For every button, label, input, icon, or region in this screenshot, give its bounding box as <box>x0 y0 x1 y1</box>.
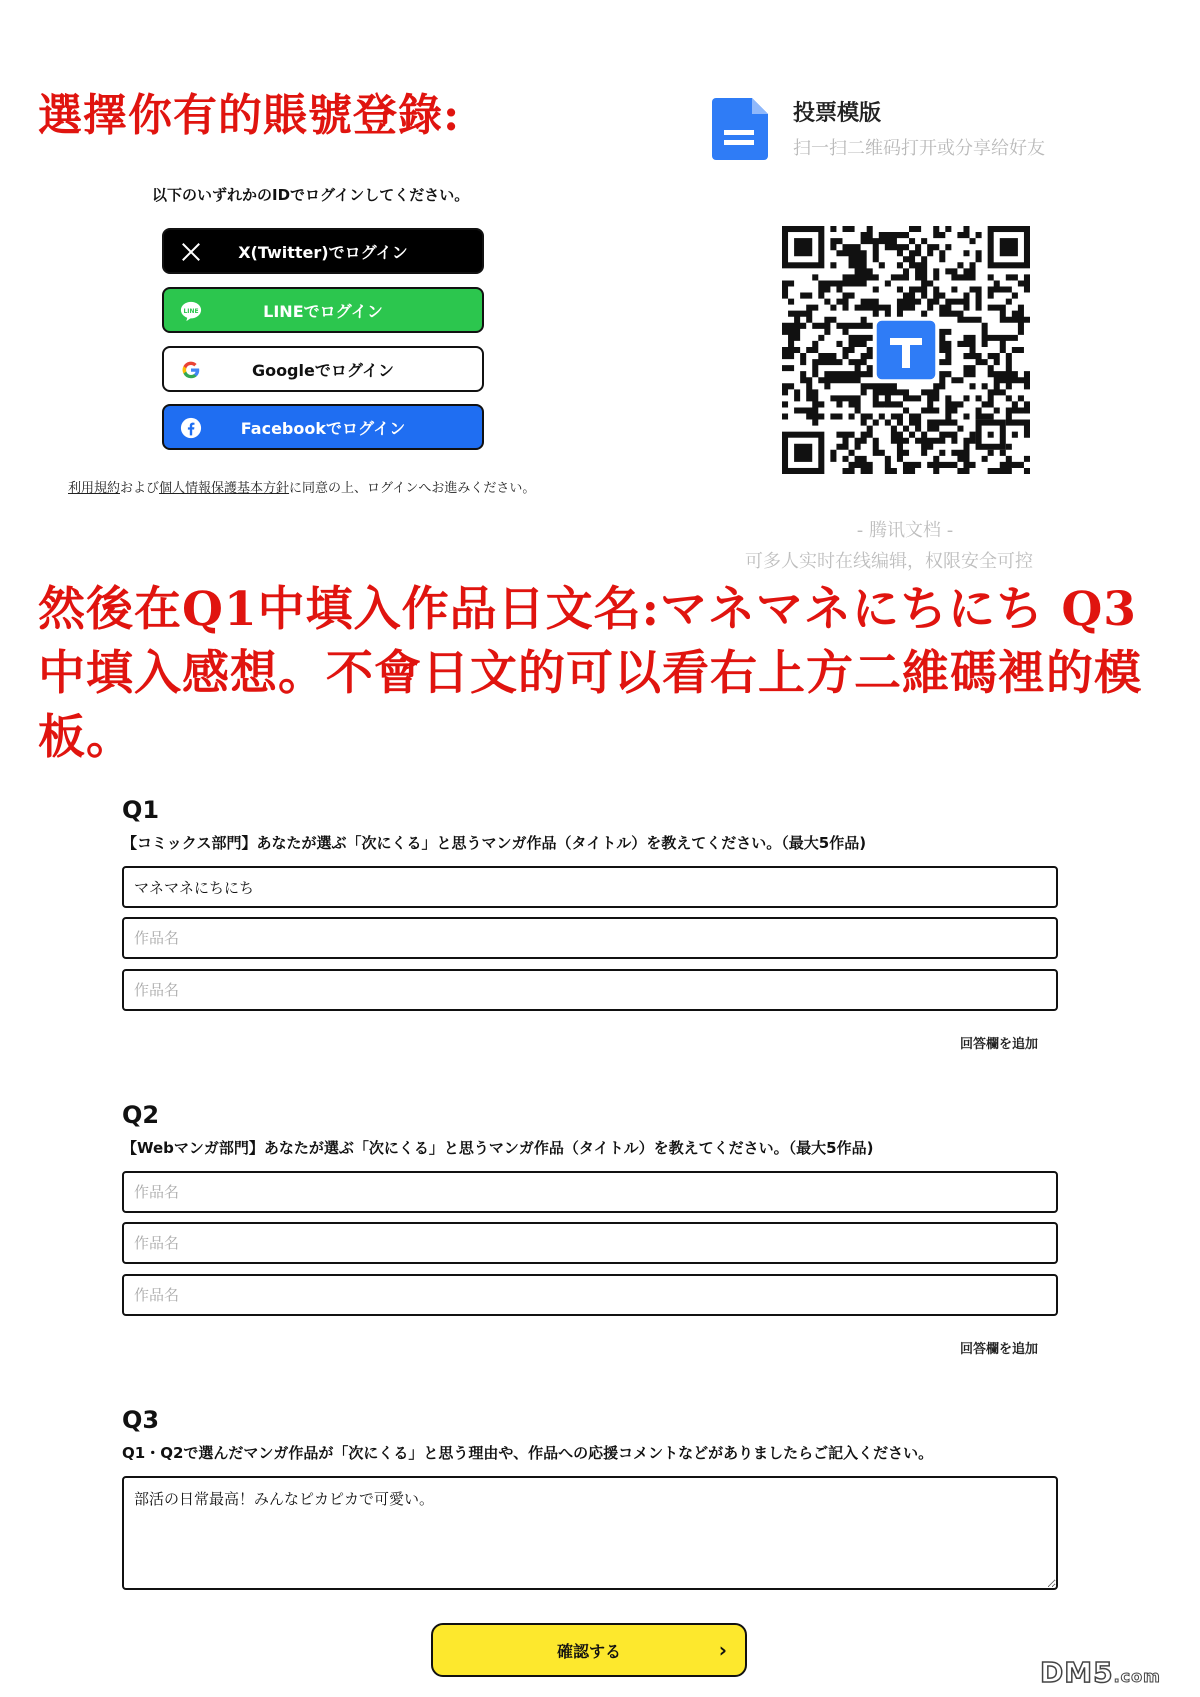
confirm-label: 確認する <box>556 1641 621 1661</box>
q1-title: Q1 <box>122 796 160 824</box>
watermark-main: DM5 <box>1040 1656 1114 1689</box>
watermark-suffix: .com <box>1113 1667 1161 1686</box>
google-logo-icon <box>180 359 202 381</box>
facebook-login-button[interactable] <box>162 404 484 450</box>
q2-answer-field-2[interactable] <box>122 1222 1058 1264</box>
tencent-docs-icon <box>712 98 768 160</box>
line-login-button[interactable] <box>162 287 484 333</box>
q1-answer-field-3[interactable] <box>122 969 1058 1011</box>
line-login-label: LINEでログイン <box>263 301 383 321</box>
tencent-docs-brand: - 腾讯文档 - <box>856 520 954 541</box>
q2-title: Q2 <box>122 1101 160 1129</box>
q1-description: 【コミックス部門】あなたが選ぶ「次にくる」と思うマンガ作品（タイトル）を教えてください。（最大5作品) <box>122 834 867 852</box>
qr-code[interactable] <box>782 226 1030 474</box>
terms-tail-text: に同意の上、ログインへお進みください。 <box>289 481 536 496</box>
terms-conjunction: および <box>120 481 160 496</box>
tencent-docs-tagline: 可多人实时在线编辑，权限安全可控 <box>745 551 1033 572</box>
annotation-heading-login: 選擇你有的賬號登錄: <box>38 90 461 141</box>
qr-alignment-pattern <box>976 420 1006 450</box>
login-prompt: 以下のいずれかのIDでログインしてください。 <box>152 186 470 204</box>
q2-add-answer-link[interactable]: 回答欄を追加 <box>960 1342 1039 1357</box>
svg-text:LINE: LINE <box>183 307 199 315</box>
q2-answer-field-1[interactable] <box>122 1171 1058 1213</box>
q3-title: Q3 <box>122 1406 160 1434</box>
google-login-button[interactable] <box>162 346 484 392</box>
confirm-button[interactable] <box>431 1623 747 1677</box>
line-logo-icon <box>180 300 202 322</box>
site-watermark <box>1040 1656 1161 1689</box>
q2-answer-field-3[interactable] <box>122 1274 1058 1316</box>
qr-finder-bottom-left <box>782 432 824 474</box>
qr-panel-subtitle: 扫一扫二维码打开或分享给好友 <box>793 138 1045 159</box>
annotation-heading-instructions: 然後在Q1中填入作品日文名:マネマネにちにち Q3中填入感想。不會日文的可以看右上方二維碼裡的模板。 <box>38 582 1142 765</box>
q1-add-answer-link[interactable]: 回答欄を追加 <box>960 1037 1039 1052</box>
q3-comment-textarea[interactable] <box>122 1476 1058 1590</box>
google-login-label: Googleでログイン <box>251 360 395 380</box>
facebook-login-label: Facebookでログイン <box>240 418 406 438</box>
qr-center-logo-icon <box>877 321 936 380</box>
q1-answer-field-1[interactable] <box>122 866 1058 908</box>
privacy-policy-link[interactable]: 個人情報保護基本方針 <box>159 481 290 496</box>
chevron-right-icon: › <box>718 1638 727 1662</box>
qr-panel-title: 投票模版 <box>793 101 882 126</box>
x-login-label: X(Twitter)でログイン <box>238 242 408 262</box>
x-login-button[interactable] <box>162 228 484 274</box>
q3-description: Q1・Q2で選んだマンガ作品が「次にくる」と思う理由や、作品への応援コメントなどがありましたらご記入ください。 <box>122 1444 934 1462</box>
q2-description: 【Webマンガ部門】あなたが選ぶ「次にくる」と思うマンガ作品（タイトル）を教えてください。（最大5作品) <box>122 1139 874 1157</box>
x-logo-icon <box>180 241 202 263</box>
q1-answer-field-2[interactable] <box>122 917 1058 959</box>
qr-finder-top-left <box>782 226 824 268</box>
qr-finder-top-right <box>988 226 1030 268</box>
terms-of-use-link[interactable]: 利用規約 <box>68 481 121 496</box>
terms-notice <box>68 477 535 496</box>
facebook-logo-icon <box>180 417 202 439</box>
